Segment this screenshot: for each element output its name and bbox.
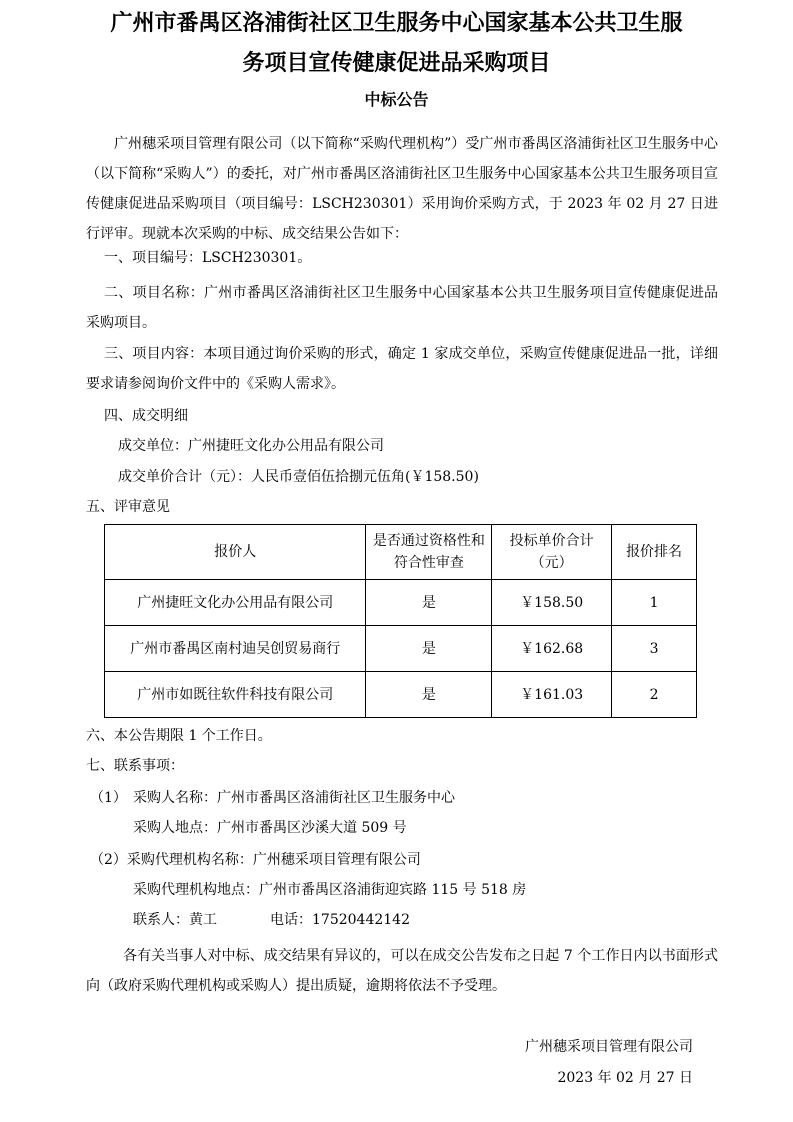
header-rank: 报价排名	[612, 525, 697, 580]
cell-rank: 1	[612, 580, 697, 626]
cell-price: ￥162.68	[492, 626, 612, 672]
cell-rank: 3	[612, 626, 697, 672]
item-deal-detail: 四、成交明细	[104, 408, 188, 424]
table-row	[105, 626, 697, 672]
title-line-2: 务项目宣传健康促进品采购项目	[242, 51, 551, 76]
item-review-opinion: 五、评审意见	[86, 499, 170, 515]
contact2-phone: 电话：17520442142	[270, 912, 410, 928]
cell-price: ￥158.50	[492, 580, 612, 626]
signature-organization: 广州穗采项目管理有限公司	[525, 1039, 693, 1055]
item-project-number: 一、项目编号：LSCH230301。	[104, 250, 312, 266]
review-table	[104, 524, 697, 718]
cell-qualification: 是	[366, 626, 492, 672]
header-qualification: 是否通过资格性和符合性审查	[366, 525, 492, 580]
closing-paragraph: 各有关当事人对中标、成交结果有异议的，可以在成交公告发布之日起 7 个工作日内以书面形式向（政府采购代理机构或采购人）提出质疑，逾期将依法不予受理。	[86, 948, 718, 994]
table-header-row	[105, 525, 697, 580]
cell-bidder: 广州捷旺文化办公用品有限公司	[105, 580, 366, 626]
contact2-person: 联系人：黄工	[133, 912, 217, 928]
table-row	[105, 580, 697, 626]
contact2-address: 采购代理机构地点：广州市番禺区洛浦街迎宾路 115 号 518 房	[133, 882, 527, 898]
contact2-name: （2）采购代理机构名称：广州穗采项目管理有限公司	[90, 852, 421, 868]
contact1-label: （1）	[90, 790, 127, 806]
header-price: 投标单价合计（元）	[492, 525, 612, 580]
cell-rank: 2	[612, 672, 697, 718]
winner-price: 成交单价合计（元）：人民币壹佰伍拾捌元伍角(￥158.50)	[118, 469, 479, 485]
table-row	[105, 672, 697, 718]
cell-qualification: 是	[366, 580, 492, 626]
cell-bidder: 广州市如既往软件科技有限公司	[105, 672, 366, 718]
cell-bidder: 广州市番禺区南村迪吴创贸易商行	[105, 626, 366, 672]
header-bidder: 报价人	[105, 525, 366, 580]
document-title	[0, 4, 793, 84]
cell-qualification: 是	[366, 672, 492, 718]
item-contact: 七、联系事项：	[86, 758, 184, 774]
contact1-name: 采购人名称：广州市番禺区洛浦街社区卫生服务中心	[133, 790, 455, 806]
winner-unit: 成交单位：广州捷旺文化办公用品有限公司	[118, 438, 384, 454]
document-subtitle: 中标公告	[364, 90, 429, 109]
signature-date: 2023 年 02 月 27 日	[557, 1070, 693, 1086]
item-notice-period: 六、本公告期限 1 个工作日。	[86, 728, 272, 744]
cell-price: ￥161.03	[492, 672, 612, 718]
item-project-content: 三、项目内容：本项目通过询价采购的形式，确定 1 家成交单位，采购宣传健康促进品一批，详细要求请参阅询价文件中的《采购人需求》。	[86, 346, 718, 392]
title-line-1: 广州市番禺区洛浦街社区卫生服务中心国家基本公共卫生服	[110, 11, 683, 36]
intro-paragraph: 广州穗采项目管理有限公司（以下简称“采购代理机构”）受广州市番禺区洛浦街社区卫生服务中心（以下简称“采购人”）的委托，对广州市番禺区洛浦街社区卫生服务中心国家基本公共卫生服务项目宣传健康促进品采购项目（项目编号：LSCH230301）采用询价采购方式，于 2023 年 02 月 27 日进行评审。现就本次采购的中标、成交结果公告如下：	[86, 136, 718, 242]
contact1-address: 采购人地点：广州市番禺区沙溪大道 509 号	[133, 820, 407, 836]
item-project-name: 二、项目名称：广州市番禺区洛浦街社区卫生服务中心国家基本公共卫生服务项目宣传健康促进品采购项目。	[86, 285, 718, 331]
